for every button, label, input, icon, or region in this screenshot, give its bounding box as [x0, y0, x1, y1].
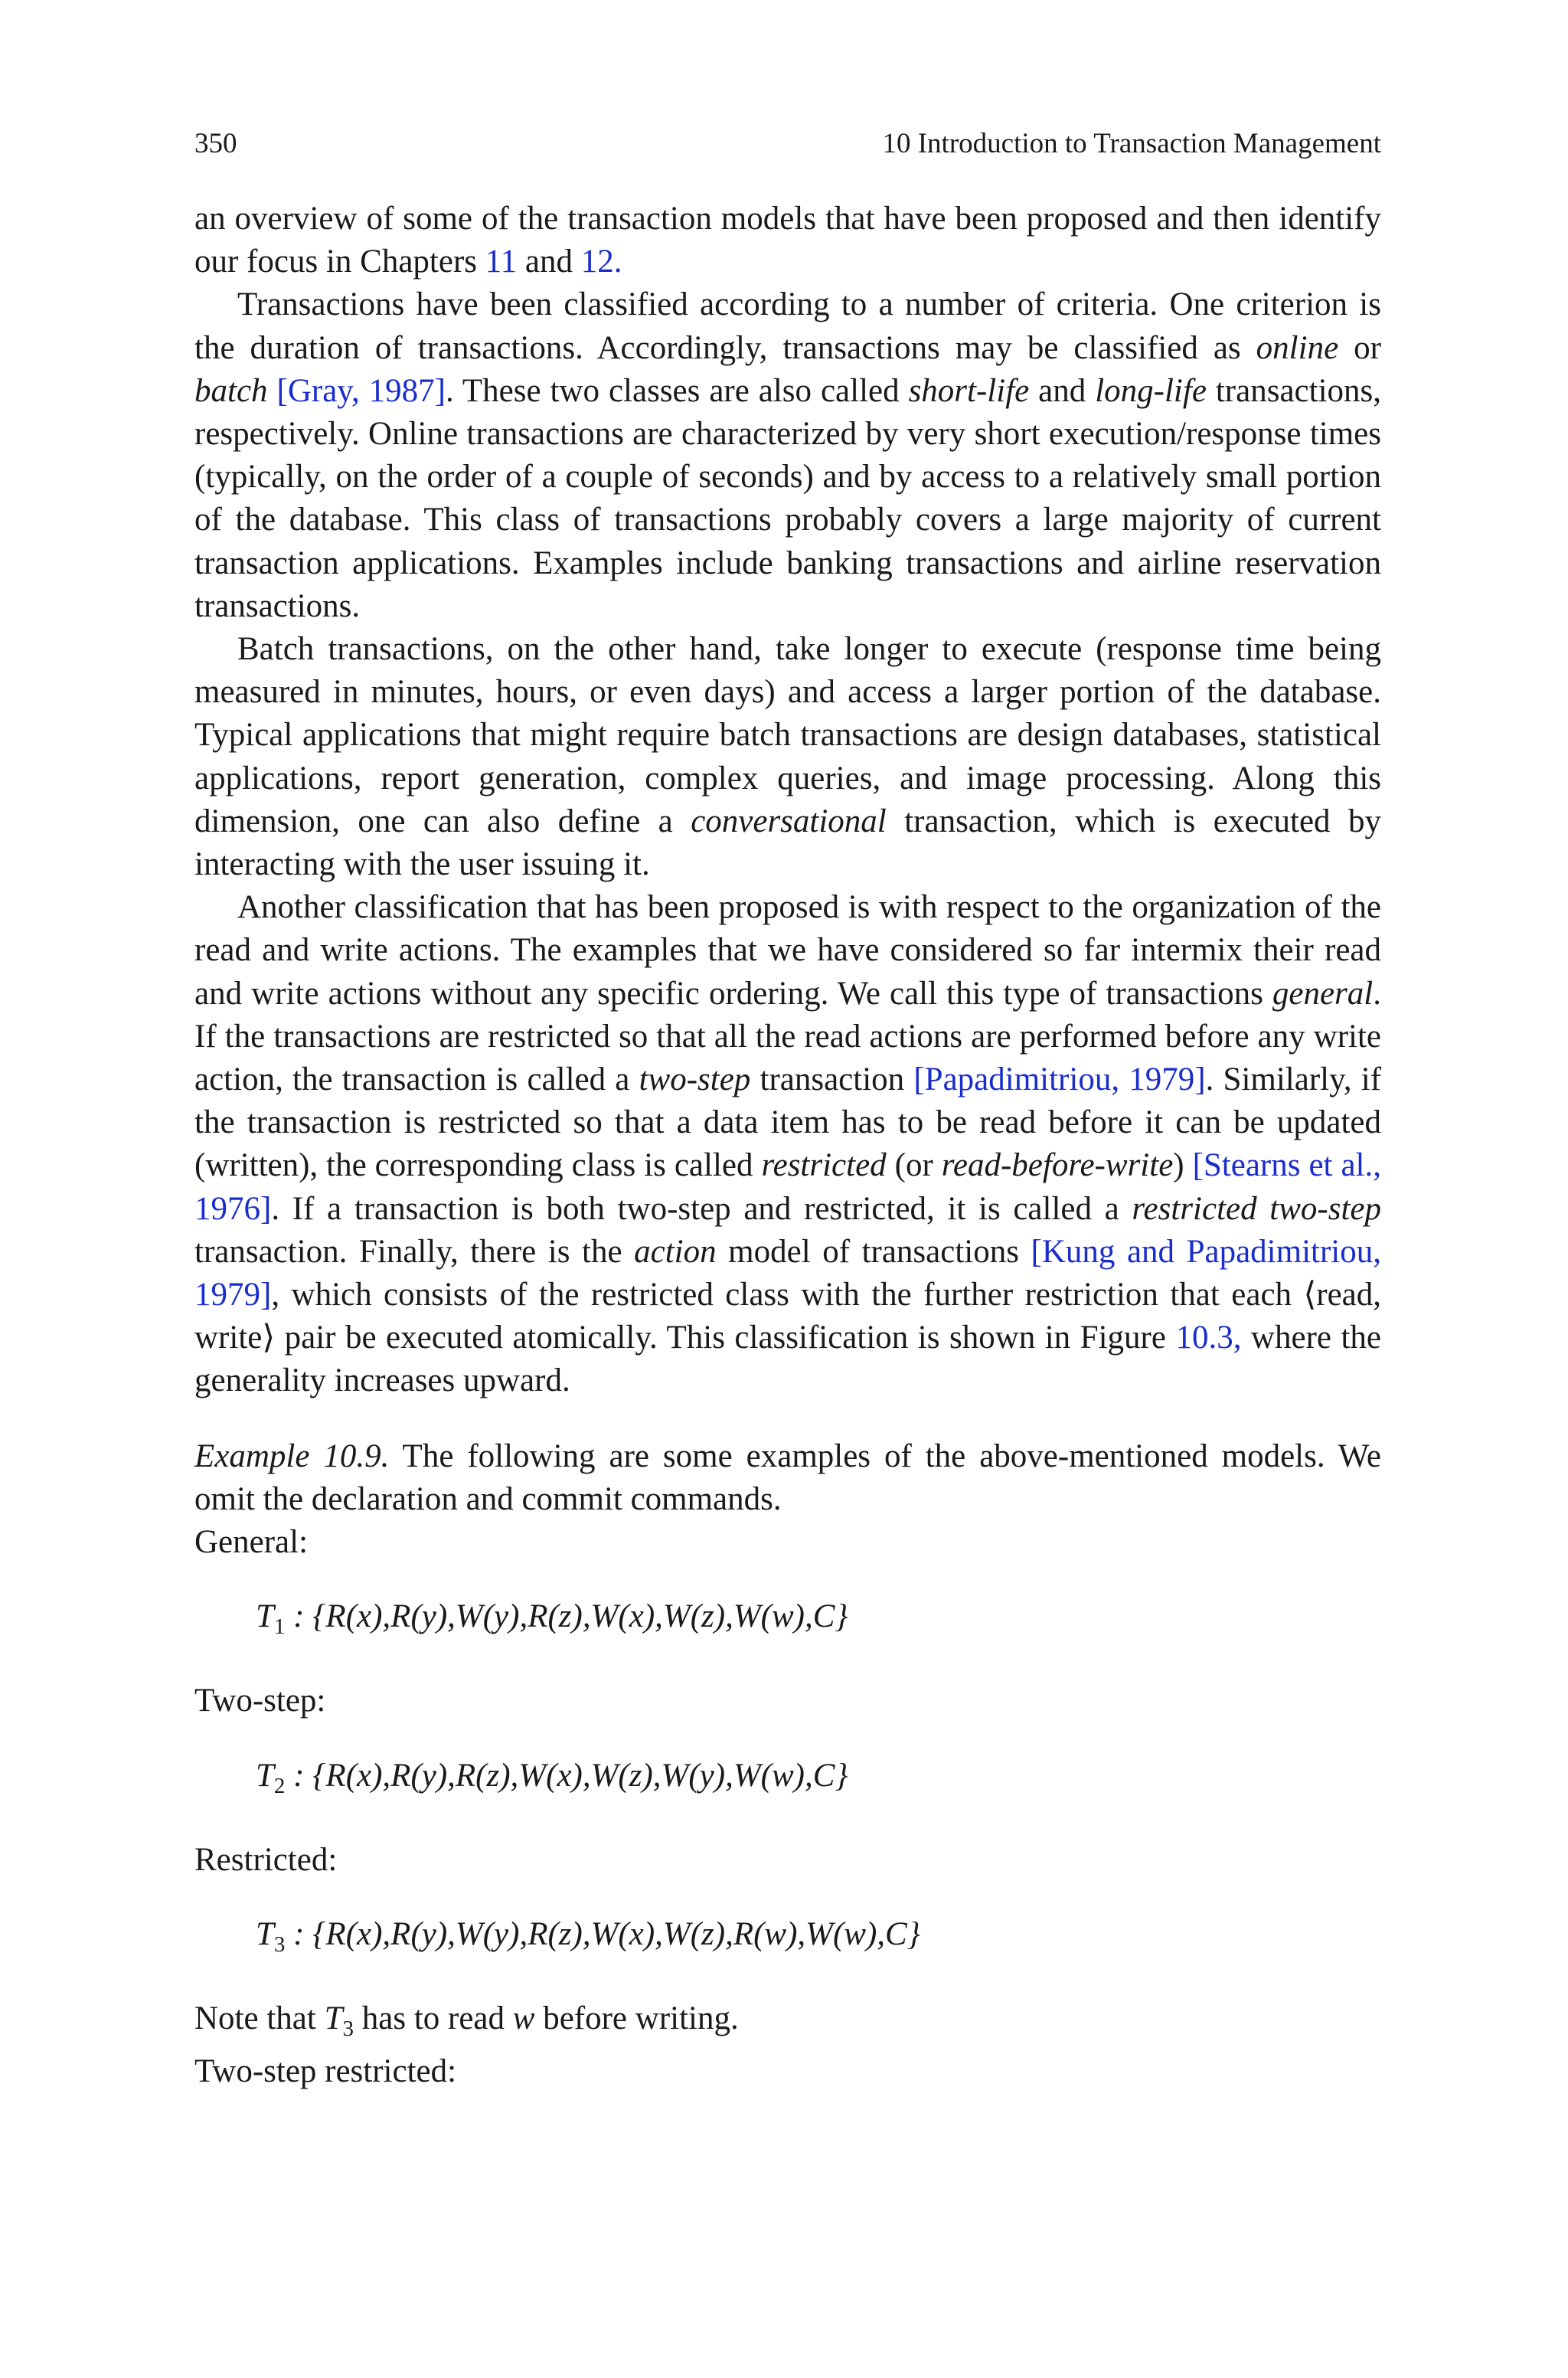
- chapter-11-link[interactable]: 11: [485, 244, 518, 280]
- text: (or: [886, 1147, 942, 1184]
- formula-t2: [256, 1749, 1381, 1813]
- spacer: [194, 1403, 1381, 1435]
- example-label: Example 10.9.: [194, 1438, 390, 1474]
- page-number: 350: [194, 128, 237, 159]
- figure-10-3-link[interactable]: 10.3,: [1175, 1320, 1242, 1356]
- text: ): [1173, 1147, 1193, 1184]
- term-action: action: [634, 1233, 717, 1270]
- text: Another classification that has been proposed is with respect to the organization of the read and write actions. The examples that we have considered so far intermix their read and write actions without any specific ordering. We call this type of transactions: [194, 889, 1381, 1012]
- formula-symbol: T: [256, 1598, 274, 1635]
- citation-kung-papadimitriou-1979[interactable]: [Kung and Papadimitriou, 1979]: [194, 1233, 1381, 1313]
- term-conversational: conversational: [691, 803, 887, 839]
- text: Transactions have been classified according to a number of criteria. One criterion is the duration of transactions. Accordingly, transactions may be classified as: [194, 286, 1381, 366]
- formula-symbol: T: [256, 1757, 274, 1794]
- text: Batch transactions, on the other hand, take longer to execute (response time being measured in minutes, hours, or even days) and access a larger portion of the database. Typical applications that might require batch transactions are design databases, statistical applications, report generation, complex queries, and image processing. Along this dimension, one can also define a: [194, 631, 1381, 839]
- chapter-12-link[interactable]: 12.: [580, 244, 622, 280]
- text: The following are some examples of the above-mentioned models. We omit the declaration and commit commands.: [194, 1438, 1382, 1517]
- term-two-step: two-step: [639, 1061, 751, 1098]
- citation-papadimitriou-1979[interactable]: [Papadimitriou, 1979]: [913, 1061, 1206, 1098]
- text: has to read: [354, 2000, 513, 2036]
- term-short-life: short-life: [908, 372, 1030, 409]
- formula-symbol: T: [256, 1915, 274, 1952]
- term-general: general: [1272, 975, 1374, 1012]
- term-batch: batch: [194, 372, 268, 409]
- example-10-9: [194, 1435, 1381, 1521]
- term-restricted: restricted: [761, 1147, 887, 1184]
- formula-t3: [256, 1908, 1381, 1971]
- formula-subscript: 2: [273, 1773, 286, 1798]
- formula-body: : {R(x),R(y),W(y),R(z),W(x),W(z),W(w),C}: [285, 1598, 848, 1635]
- note-line: [194, 1997, 1381, 2050]
- note-subscript: 3: [342, 2016, 354, 2041]
- two-step-restricted-label: Two-step restricted:: [194, 2053, 457, 2089]
- text: and: [1029, 372, 1096, 409]
- citation-gray-1987[interactable]: [Gray, 1987]: [276, 372, 446, 409]
- text: where the generality increases upward.: [194, 1320, 1381, 1399]
- text: Note that: [194, 2000, 325, 2036]
- citation-stearns-1976[interactable]: [Stearns et al., 1976]: [194, 1147, 1381, 1227]
- text: transaction. Finally, there is the: [194, 1233, 635, 1270]
- formula-subscript: 3: [273, 1932, 286, 1957]
- text: . These two classes are also called: [446, 372, 909, 409]
- text: transaction: [750, 1061, 914, 1098]
- text: model of transactions: [716, 1233, 1031, 1270]
- page-body: [194, 198, 1381, 2093]
- running-title: 10 Introduction to Transaction Management: [882, 128, 1381, 159]
- text: [268, 373, 277, 409]
- text: . If a transaction is both two-step and restricted, it is called a: [271, 1190, 1132, 1227]
- formula-t1: [256, 1590, 1381, 1653]
- note-variable: w: [512, 2000, 535, 2036]
- term-read-before-write: read-before-write: [941, 1147, 1174, 1184]
- text: before writing.: [534, 2000, 739, 2036]
- note-symbol: T: [324, 2000, 343, 2036]
- formula-body: : {R(x),R(y),W(y),R(z),W(x),W(z),R(w),W(w),C}: [285, 1915, 920, 1952]
- general-label: General:: [194, 1524, 309, 1561]
- text: and: [517, 244, 581, 280]
- restricted-label: Restricted:: [194, 1841, 338, 1878]
- two-step-label: Two-step:: [194, 1683, 326, 1719]
- text: an overview of some of the transaction models that have been proposed and then identify our focus in Chapters: [194, 201, 1381, 280]
- running-header: [194, 125, 1381, 163]
- paragraph-2: [194, 283, 1381, 628]
- formula-subscript: 1: [273, 1614, 286, 1640]
- text: , which consists of the restricted class with the further restriction that each ⟨read, write⟩ pair be executed atomically. This classification is shown in Figure: [194, 1277, 1381, 1356]
- paragraph-4: [194, 886, 1381, 1402]
- text: . Similarly, if the transaction is restricted so that a data item has to be read before it can be updated (written), the corresponding class is called: [194, 1061, 1382, 1184]
- term-restricted-two-step: restricted two-step: [1132, 1190, 1382, 1227]
- paragraph-3: [194, 628, 1381, 886]
- formula-body: : {R(x),R(y),R(z),W(x),W(z),W(y),W(w),C}: [285, 1757, 848, 1794]
- term-long-life: long-life: [1095, 372, 1207, 409]
- text: . If the transactions are restricted so that all the read actions are performed before any write action, the transaction is called a: [194, 975, 1381, 1098]
- text: or: [1338, 329, 1381, 366]
- text: transactions, respectively. Online transactions are characterized by very short execution/response times (typically, on the order of a couple of seconds) and by access to a relatively small portion of the database. This class of transactions probably covers a large majority of current transaction applications. Examples include banking transactions and airline reservation transactions.: [194, 372, 1381, 624]
- term-online: online: [1256, 329, 1339, 366]
- text: transaction, which is executed by interacting with the user issuing it.: [194, 803, 1381, 883]
- paragraph-1: [194, 198, 1381, 283]
